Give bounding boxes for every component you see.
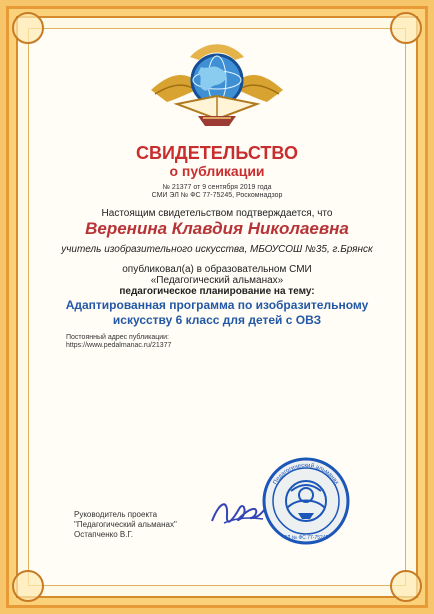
topic-label: педагогическое планирование на тему: [119, 286, 315, 297]
publication-line-2: «Педагогический альманах» [150, 275, 284, 286]
official-stamp-icon [260, 455, 352, 547]
registration-number: № 21377 от 9 сентября 2019 года [162, 184, 272, 191]
corner-ornament-top-right [390, 12, 422, 44]
publication-line-1: опубликовал(а) в образовательном СМИ [122, 264, 312, 275]
publication-url[interactable]: https://www.pedalmanac.ru/21377 [66, 342, 172, 349]
work-title-line-1: Адаптированная программа по изобразительному [65, 298, 369, 312]
confirmation-text: Настоящим свидетельством подтверждается, что [101, 208, 333, 219]
recipient-name: Веренина Клавдия Николаевна [85, 219, 349, 238]
signature-icon [208, 496, 268, 534]
certificate-title: СВИДЕТЕЛЬСТВО [136, 143, 298, 163]
media-registration: СМИ ЭЛ № ФС 77-75245, Роскомнадзор [151, 192, 283, 199]
project-leader-name: Остапченко В.Г. [74, 530, 134, 539]
address-label: Постоянный адрес публикации: [66, 334, 170, 341]
certificate-subtitle: о публикации [169, 163, 265, 179]
corner-ornament-bottom-left [12, 570, 44, 602]
emblem-icon [141, 32, 293, 134]
recipient-details: учитель изобразительного искусства, МБОУСОШ №35, г.Брянск [61, 244, 373, 255]
work-title-line-2: искусству 6 класс для детей с ОВЗ [112, 313, 322, 327]
stamp-number: ЭЛ № ФС 77-75245 [283, 535, 329, 541]
corner-ornament-top-left [12, 12, 44, 44]
stamp-text: Педагогический альманах [272, 462, 340, 486]
project-name: "Педагогический альманах" [74, 520, 177, 529]
project-leader-role: Руководитель проекта [74, 510, 158, 519]
corner-ornament-bottom-right [390, 570, 422, 602]
